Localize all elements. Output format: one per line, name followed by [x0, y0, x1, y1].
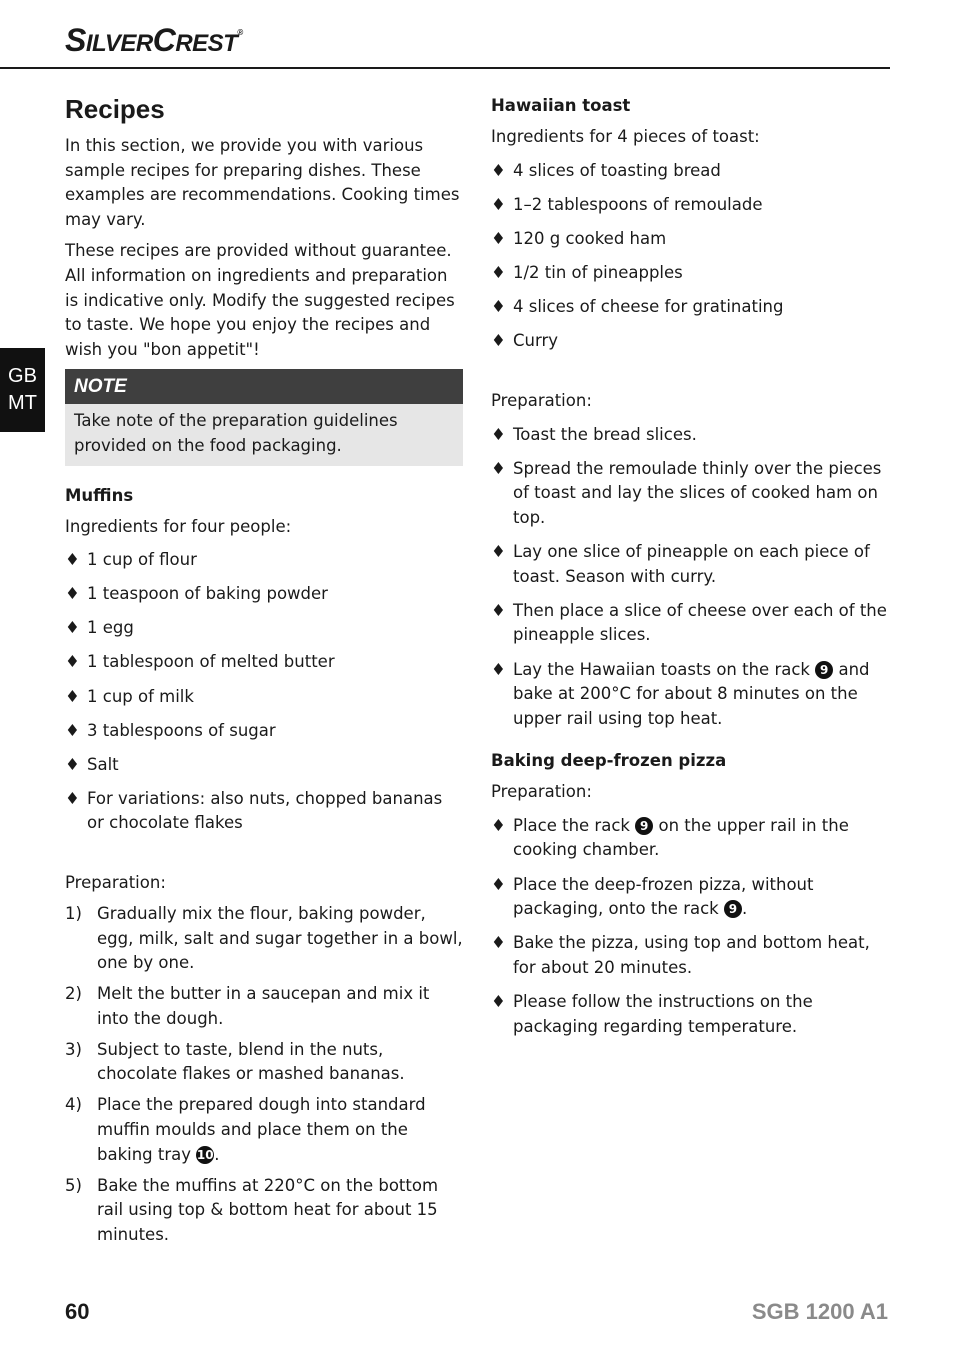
- list-item: ♦ 4 slices of cheese for gratinating: [491, 295, 891, 320]
- hawaiian-ingredient-list: [491, 159, 891, 354]
- diamond-bullet-icon: ♦: [65, 788, 80, 808]
- list-item: 3) Subject to taste, blend in the nuts, chocolate flakes or mashed bananas.: [65, 1039, 405, 1084]
- list-item: ♦ Toast the bread slices.: [491, 423, 891, 448]
- diamond-bullet-icon: ♦: [491, 991, 506, 1011]
- muffins-steps: [65, 902, 463, 1247]
- diamond-bullet-icon: ♦: [491, 160, 506, 180]
- list-item: 1) Gradually mix the flour, baking powder, egg, milk, salt and sugar together in a bowl, one by one.: [65, 904, 463, 973]
- diamond-bullet-icon: ♦: [491, 542, 506, 562]
- list-item: ♦ Curry: [491, 329, 891, 354]
- list-item: ♦ 1 egg: [65, 616, 463, 641]
- list-item: ♦ 120 g cooked ham: [491, 227, 891, 252]
- muffins-ingredients-intro: Ingredients for four people:: [65, 516, 292, 536]
- diamond-bullet-icon: ♦: [65, 754, 80, 774]
- intro-paragraph-1: In this section, we provide you with various sample recipes for preparing dishes. These examples are recommendations. Cooking times may vary.: [65, 136, 460, 229]
- diamond-bullet-icon: ♦: [491, 424, 506, 444]
- diamond-bullet-icon: ♦: [65, 550, 80, 570]
- diamond-bullet-icon: ♦: [65, 618, 80, 638]
- list-item: ♦ 1/2 tin of pineapples: [491, 261, 891, 286]
- header-divider: [0, 67, 890, 69]
- diamond-bullet-icon: ♦: [491, 874, 506, 894]
- note-text: Take note of the preparation guidelines provided on the food packaging.: [74, 411, 398, 455]
- list-item: ♦ 1–2 tablespoons of remoulade: [491, 193, 891, 218]
- muffins-prep-intro: Preparation:: [65, 873, 166, 893]
- rack-reference-badge: 9: [635, 817, 653, 835]
- muffins-title: Muffins: [65, 485, 134, 505]
- diamond-bullet-icon: ♦: [65, 686, 80, 706]
- left-column: [65, 92, 463, 1254]
- list-item: ♦ 1 tablespoon of melted butter: [65, 650, 463, 675]
- list-item: ♦ Please follow the instructions on the packaging regarding temperature.: [491, 991, 813, 1036]
- list-item: ♦ For variations: also nuts, chopped bananas or chocolate flakes: [65, 788, 443, 833]
- diamond-bullet-icon: ♦: [65, 652, 80, 672]
- list-item: ♦ Lay one slice of pineapple on each piece of toast. Season with curry.: [491, 542, 870, 586]
- diamond-bullet-icon: ♦: [491, 933, 506, 953]
- list-item: ♦ Place the deep-frozen pizza, without packaging, onto the rack 9 .: [491, 874, 814, 919]
- list-item: 4) Place the prepared dough into standard muffin moulds and place them on the baking tray 10.: [65, 1095, 426, 1164]
- right-column: [491, 94, 891, 1049]
- list-item: ♦ Salt: [65, 753, 463, 778]
- diamond-bullet-icon: ♦: [491, 458, 506, 478]
- list-item: ♦ 3 tablespoons of sugar: [65, 719, 463, 744]
- list-item: ♦ 1 cup of flour: [65, 548, 463, 573]
- pizza-prep-intro: Preparation:: [491, 782, 592, 802]
- rack-reference-badge: 9: [724, 900, 742, 918]
- hawaiian-title: Hawaiian toast: [491, 96, 631, 115]
- list-item: ♦ Bake the pizza, using top and bottom heat, for about 20 minutes.: [491, 933, 870, 977]
- baking-tray-reference-badge: 10: [196, 1147, 214, 1162]
- diamond-bullet-icon: ♦: [491, 600, 506, 620]
- diamond-bullet-icon: ♦: [65, 584, 80, 604]
- list-item: ♦ Lay the Hawaiian toasts on the rack 9 and bake at 200°C for about 8 minutes on the upper rail using top heat.: [491, 659, 870, 728]
- page-number: 60: [65, 1299, 90, 1324]
- rack-reference-badge: 9: [815, 661, 833, 679]
- hawaiian-steps: [491, 423, 891, 732]
- diamond-bullet-icon: ♦: [491, 815, 506, 835]
- list-item: ♦ Then place a slice of cheese over each of the pineapple slices.: [491, 600, 887, 645]
- hawaiian-ingredients-intro: Ingredients for 4 pieces of toast:: [491, 127, 760, 146]
- list-item: 2) Melt the butter in a saucepan and mix it into the dough.: [65, 984, 430, 1028]
- diamond-bullet-icon: ♦: [491, 228, 506, 248]
- list-item: ♦ 1 cup of milk: [65, 685, 463, 710]
- diamond-bullet-icon: ♦: [491, 296, 506, 316]
- language-code-mt: MT: [8, 392, 37, 414]
- intro-paragraph-2: These recipes are provided without guarantee. All information on ingredients and preparation is indicative only. Modify the suggested recipes to taste. We hope you enjoy the recipes and wish you "bon appetit"!: [65, 241, 455, 359]
- hawaiian-prep-intro: Preparation:: [491, 391, 592, 411]
- pizza-title: Baking deep-frozen pizza: [491, 751, 727, 771]
- diamond-bullet-icon: ♦: [491, 262, 506, 282]
- diamond-bullet-icon: ♦: [65, 720, 80, 740]
- diamond-bullet-icon: ♦: [491, 331, 506, 351]
- brand-logo: SILVERCREST®: [65, 22, 243, 58]
- muffins-ingredient-list: [65, 548, 463, 836]
- list-item: ♦ 4 slices of toasting bread: [491, 159, 891, 184]
- list-item: ♦ Spread the remoulade thinly over the pieces of toast and lay the slices of cooked ham on top.: [491, 458, 882, 528]
- model-number: SGB 1200 A1: [751, 1299, 888, 1324]
- section-title: Recipes: [65, 94, 165, 124]
- list-item: 5) Bake the muffins at 220°C on the bottom rail using top & bottom heat for about 15 minutes.: [65, 1175, 439, 1244]
- diamond-bullet-icon: ♦: [491, 659, 506, 679]
- note-box: [65, 369, 463, 465]
- list-item: ♦ Place the rack 9 on the upper rail in the cooking chamber.: [491, 815, 849, 860]
- note-label: NOTE: [65, 369, 463, 404]
- diamond-bullet-icon: ♦: [491, 194, 506, 214]
- language-tab: [0, 348, 45, 432]
- list-item: ♦ 1 teaspoon of baking powder: [65, 582, 463, 607]
- pizza-steps: [491, 814, 891, 1039]
- language-code-gb: GB: [8, 365, 37, 387]
